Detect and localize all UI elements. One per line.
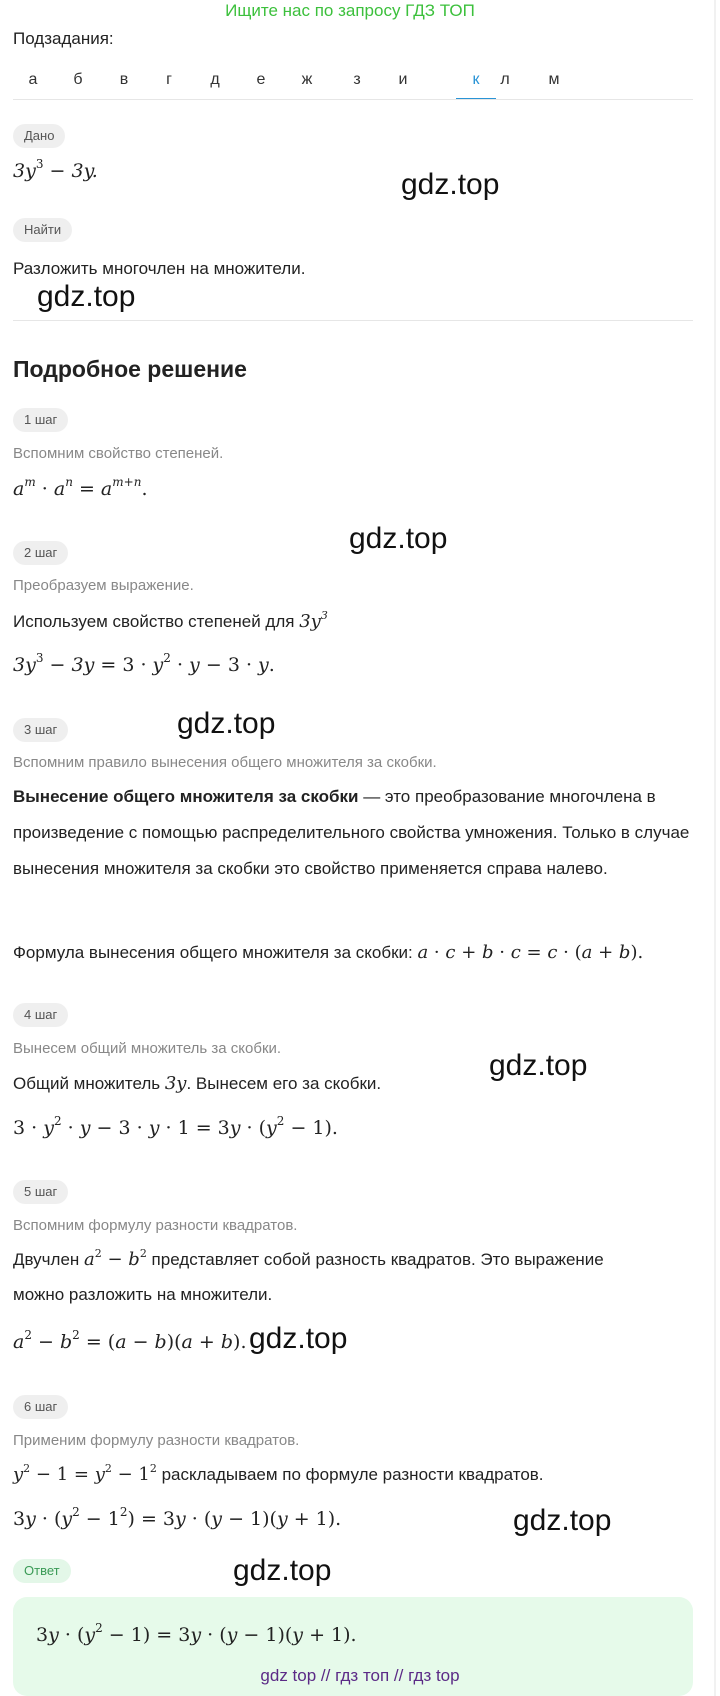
step-3-label: 3 шаг [13, 718, 68, 742]
tab-zh[interactable]: ж [301, 71, 313, 88]
step-5-text: Двучлен $a^2 - b^2$ представляет собой разность квадратов. Это выражение [13, 1247, 604, 1270]
tab-l[interactable]: л [500, 71, 510, 88]
task-divider [13, 320, 693, 321]
tab-g[interactable]: г [166, 71, 172, 88]
step-5-hint: Вспомним формулу разности квадратов. [13, 1217, 298, 1234]
step-4-hint: Вынесем общий множитель за скобки. [13, 1040, 282, 1057]
tab-m[interactable]: м [548, 71, 560, 88]
step-6-text: $y^2 - 1 = y^2 - 1^2$ раскладываем по формуле разности квадратов. [13, 1462, 544, 1485]
solution-title: Подробное решение [13, 356, 247, 382]
tab-b[interactable]: б [73, 71, 83, 88]
step-1-hint: Вспомним свойство степеней. [13, 445, 224, 462]
tab-d[interactable]: д [210, 71, 220, 88]
step-3-hint: Вспомним правило вынесения общего множителя за скобки. [13, 754, 437, 771]
step-5-formula: $a^2 - b^2 = (a - b)(a + b)$. [13, 1328, 247, 1353]
tab-a[interactable]: а [28, 71, 38, 88]
step-1-formula: $a^m \cdot a^n = a^{m+n}$. [13, 475, 148, 500]
step-2-text: Используем свойство степеней для $3y^3$ [13, 609, 328, 632]
watermark: gdz.top [37, 280, 136, 313]
watermark: gdz.top [489, 1049, 588, 1082]
watermark: gdz.top [401, 168, 500, 201]
step-2-hint: Преобразуем выражение. [13, 577, 194, 594]
step-2-label: 2 шаг [13, 541, 68, 565]
watermark: gdz.top [233, 1554, 332, 1587]
tab-i[interactable]: и [398, 71, 408, 88]
watermark: gdz.top [513, 1504, 612, 1537]
step-4-formula: $3 \cdot y^2 \cdot y - 3 \cdot y \cdot 1 = 3y \cdot (y^2 - 1)$. [13, 1114, 338, 1139]
tab-z[interactable]: з [353, 71, 361, 88]
subtasks-title: Подзадания: [13, 29, 114, 48]
step-4-text: Общий множитель 3y. Вынесем его за скобки. [13, 1073, 382, 1094]
step-5-label: 5 шаг [13, 1180, 68, 1204]
tab-v[interactable]: в [119, 71, 129, 88]
step-6-label: 6 шаг [13, 1395, 68, 1419]
answer-formula: $3y \cdot (y^2 - 1) = 3y \cdot (y - 1)(y + 1)$. [36, 1621, 357, 1646]
tab-e[interactable]: е [256, 71, 266, 88]
given-expression: $3y^3 - 3y$. [13, 157, 98, 182]
step-3-formula-label: Формула вынесения общего множителя за скобки: [13, 943, 418, 962]
find-label: Найти [13, 218, 72, 242]
right-edge-rule [714, 0, 716, 1696]
answer-label: Ответ [13, 1559, 71, 1583]
step-4-label: 4 шаг [13, 1003, 68, 1027]
find-text: Разложить многочлен на множители. [13, 259, 306, 278]
search-banner: Ищите нас по запросу ГДЗ ТОП [225, 1, 475, 20]
watermark: gdz.top [249, 1322, 348, 1355]
watermark: gdz.top [349, 522, 448, 555]
step-3-formula-line: Формула вынесения общего множителя за скобки: a · c + b · c = c · (a + b). [13, 942, 644, 963]
step-6-formula: $3y \cdot (y^2 - 1^2) = 3y \cdot (y - 1)(y + 1)$. [13, 1505, 342, 1530]
step-3-definition: — это преобразование многочлена в произведение с помощью распределительного свойства умножения. Только в случае вынесения множителя за скобки это свойство применяется справа налево. [13, 787, 690, 878]
step-1-label: 1 шаг [13, 408, 68, 432]
footer-links[interactable]: gdz top // гдз топ // гдз top [260, 1666, 460, 1685]
given-label: Дано [13, 124, 65, 148]
step-5-text-cont: можно разложить на множители. [13, 1285, 273, 1304]
step-2-formula: $3y^3 - 3y = 3 \cdot y^2 \cdot y - 3 \cdot y$. [13, 651, 275, 676]
tab-k[interactable]: к [456, 66, 496, 94]
step-3-term: Вынесение общего множителя за скобки [13, 787, 359, 806]
tabs-divider [13, 99, 693, 100]
step-3-paragraph [13, 779, 693, 887]
watermark: gdz.top [177, 707, 276, 740]
step-6-hint: Применим формулу разности квадратов. [13, 1432, 300, 1449]
subtask-tabs [13, 66, 693, 100]
